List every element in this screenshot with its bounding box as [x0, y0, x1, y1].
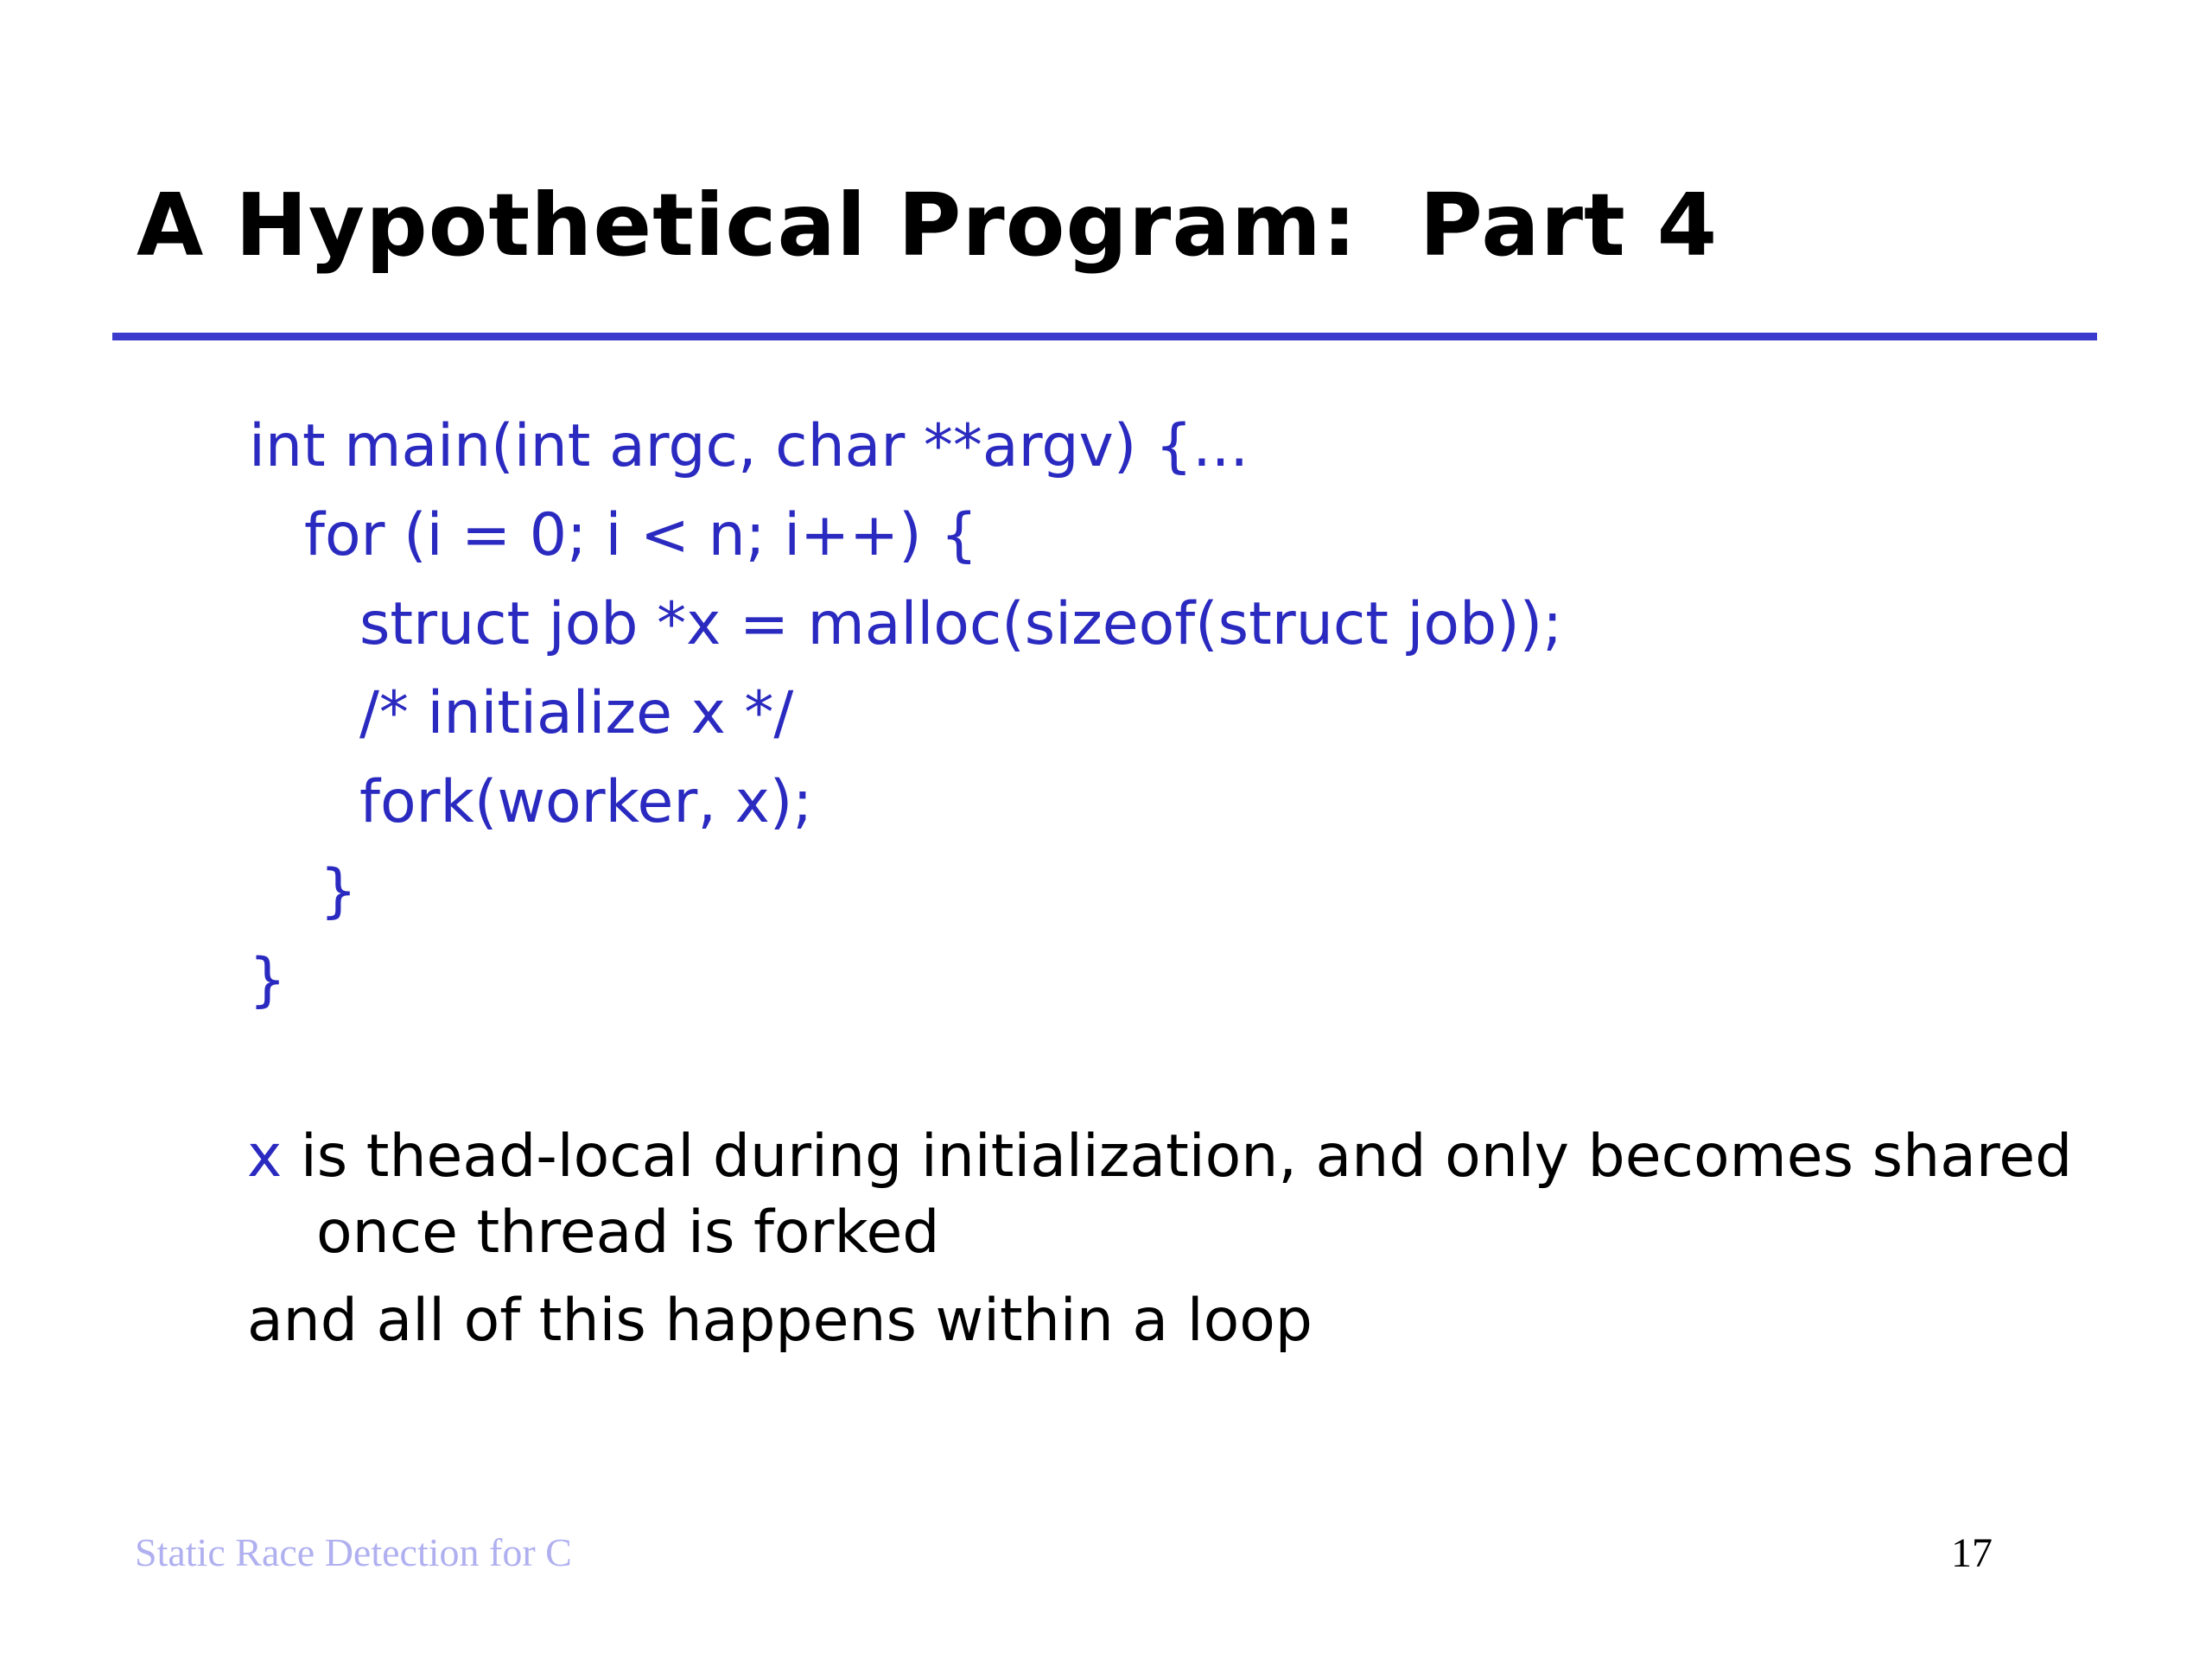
notes-block [247, 1119, 2105, 1359]
code-block [249, 402, 1562, 1025]
slide-title: A Hypothetical Program: Part 4 [137, 175, 1719, 276]
page-number: 17 [1951, 1530, 1993, 1576]
code-line-main: int main(int argc, char **argv) {... [249, 412, 1249, 480]
code-line-for: for (i = 0; i < n; i++) { [304, 501, 978, 569]
footer-title: Static Race Detection for C [135, 1530, 572, 1574]
code-line-malloc: struct job *x = malloc(sizeof(struct job)); [359, 590, 1563, 658]
code-line-fork: fork(worker, x); [359, 768, 813, 836]
code-line-close-main: } [249, 946, 287, 1014]
title-divider [112, 333, 2097, 340]
note-thread-local-text: is thead-local during initialization, and only becomes shared [282, 1122, 2073, 1191]
note-variable-x: x [247, 1122, 283, 1191]
note-thread-local-continuation: once thread is forked [316, 1198, 940, 1267]
code-line-close-for: } [320, 857, 358, 925]
note-loop: and all of this happens within a loop [247, 1287, 1313, 1355]
code-line-comment: /* initialize x */ [359, 679, 794, 747]
note-thread-local [247, 1119, 2105, 1195]
